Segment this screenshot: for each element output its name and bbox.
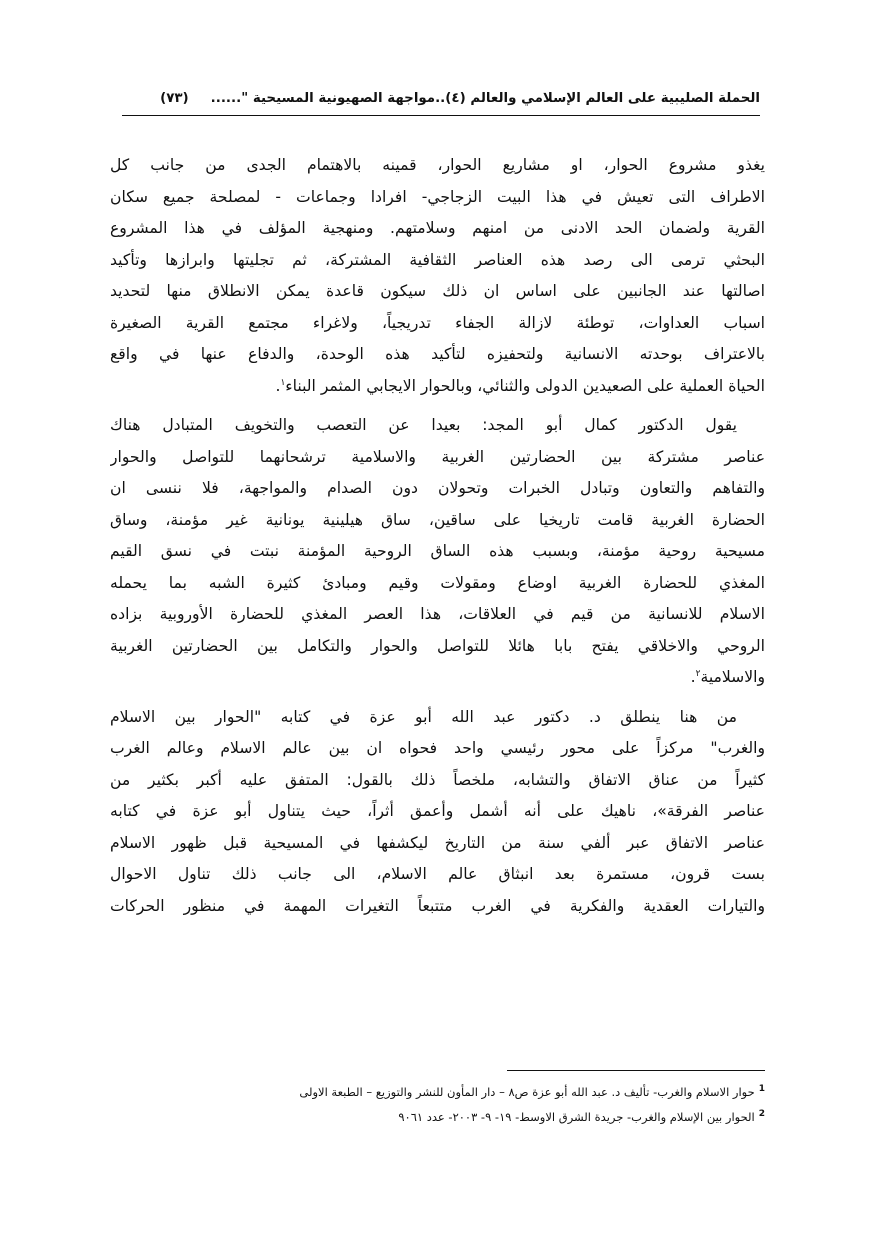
- paragraph-2-line: والتفاهم والتعاون وتبادل الخبرات وتحولان دون الصدام والمواجهة، فلا ننسى ان: [110, 479, 765, 497]
- footnote-1-text: حوار الاسلام والغرب- تأليف د. عبد الله أبو عزة ص٨ – دار المأون للنشر والتوزيع – الطبعة الاولى: [299, 1084, 755, 1099]
- running-header: [122, 86, 760, 116]
- paragraph-1-line: بالاعتراف بوحدته الانسانية ولتحفيزه لتأكيد هذه الوحدة، والدفاع عنها في واقع: [110, 345, 765, 363]
- footnote-2: [110, 1103, 765, 1128]
- paragraph-3-line: بست قرون، مستمرة بعد انبثاق عالم الاسلام، الى جانب ذلك تناول الاحوال: [110, 865, 765, 883]
- paragraph-3-line: كثيراً من عناق الاتفاق والتشابه، ملخصاً ذلك بالقول: المتفق عليه أكبر بكثير من: [110, 770, 765, 789]
- footnote-2-text: الحوار بين الإسلام والغرب- جريدة الشرق الاوسط- ١٩- ٩- ٢٠٠٣- عدد ٩٠٦١: [398, 1109, 755, 1124]
- paragraph-2-end: .: [690, 668, 696, 686]
- paragraph-1-line: اصالتها عند الجانبين على اساس ان ذلك سيكون قاعدة يمكن الانطلاق منها لتحديد: [110, 282, 765, 300]
- footnote-1-number: 1: [758, 1084, 765, 1094]
- paragraph-3-line: والغرب" مركزاً على محور رئيسي واحد فحواه ان بين عالم الاسلام وعالم الغرب: [110, 739, 765, 757]
- paragraph-2-line: المغذي للحضارة الغربية اوضاع ومقولات وقيم ومبادئ كثيرة الشبه بما يحمله: [110, 573, 765, 592]
- paragraph-1-line: البحثي ترمى الى رصد هذه العناصر الثقافية المشتركة، ثم تجليتها وابرازها وتأكيد: [110, 250, 765, 269]
- paragraph-2-line: الاسلام للانسانية من قيم في العلاقات، هذا العصر المغذي للحضارة الأوروبية بزاده: [110, 605, 765, 623]
- paragraph-1-last-line: [110, 371, 765, 403]
- paragraph-2-line: مسيحية روحية مؤمنة، وبسبب هذه الساق الروحية المؤمنة نبتت في نسق القيم: [110, 542, 765, 560]
- page-number: (٧٣): [160, 91, 189, 106]
- header-title: الحملة الصليبية على العالم الإسلامي والعالم (٤)..مواجهة الصهيونية المسيحية "......: [210, 91, 760, 106]
- footnote-2-number: 2: [758, 1108, 765, 1119]
- paragraph-1-line: اسباب العداوات، توطئة لازالة الجفاء تدريجياً، ولاغراء مجتمع القرية الصغيرة: [110, 313, 765, 332]
- paragraph-2-line: الروحي والاخلاقي يفتح بابا هائلا للتواصل والحوار والتكامل بين الحضارتين الغربية: [110, 636, 765, 655]
- body-text: [110, 150, 765, 922]
- paragraph-1-line: يغذو مشروع الحوار، او مشاريع الحوار، قمينه بالاهتمام الجدى من جانب كل: [110, 156, 765, 174]
- paragraph-3-line: والتيارات العقدية والفكرية في الغرب متتبعاً التغيرات المهمة في منظور الحركات: [110, 896, 765, 915]
- paragraph-1-line-text: الحياة العملية على الصعيدين الدولى والثنائي، وبالحوار الايجابي المثمر البناء: [285, 376, 765, 395]
- footnote-ref-2[interactable]: ٢: [695, 668, 701, 679]
- paragraph-3-line: عناصر الاتفاق عبر ألفي سنة من التاريخ ليكشفها في المسيحية قبل ظهور الاسلام: [110, 833, 765, 852]
- footnotes: [110, 1078, 765, 1128]
- paragraph-2-line: يقول الدكتور كمال أبو المجد: بعيدا عن التعصب والتخويف المتبادل هناك: [110, 416, 737, 434]
- footnote-ref-1[interactable]: ١: [280, 377, 286, 388]
- footnote-separator: [507, 1070, 765, 1071]
- paragraph-3-line: عناصر الفرقة»، ناهيك على أنه أشمل وأعمق أثراً، حيث يتناول أبو عزة في كتابه: [110, 802, 765, 820]
- paragraph-2-line-text: والاسلامية: [700, 668, 765, 686]
- paragraph-2-last-line: [110, 662, 765, 694]
- paragraph-1-line: القرية ولضمان الحد الادنى من امنهم وسلامتهم. ومنهجية المؤلف في هذا المشروع: [110, 219, 765, 237]
- paragraph-2-line: الحضارة الغربية قامت تاريخيا على ساقين، ساق هيلينية يونانية غير مؤمنة، وساق: [110, 510, 765, 529]
- paragraph-1-line: الاطراف التى تعيش في هذا البيت الزجاجي- افرادا وجماعات - لمصلحة جميع سكان: [110, 187, 765, 206]
- footnote-1: [110, 1078, 765, 1103]
- paragraph-1-end: .: [275, 376, 281, 395]
- paragraph-3-line: من هنا ينطلق د. دكتور عبد الله أبو عزة في كتابه "الحوار بين الاسلام: [110, 707, 737, 726]
- paragraph-2-line: عناصر مشتركة بين الحضارتين الغربية والاسلامية ترشحانهما للتواصل والحوار: [110, 447, 765, 466]
